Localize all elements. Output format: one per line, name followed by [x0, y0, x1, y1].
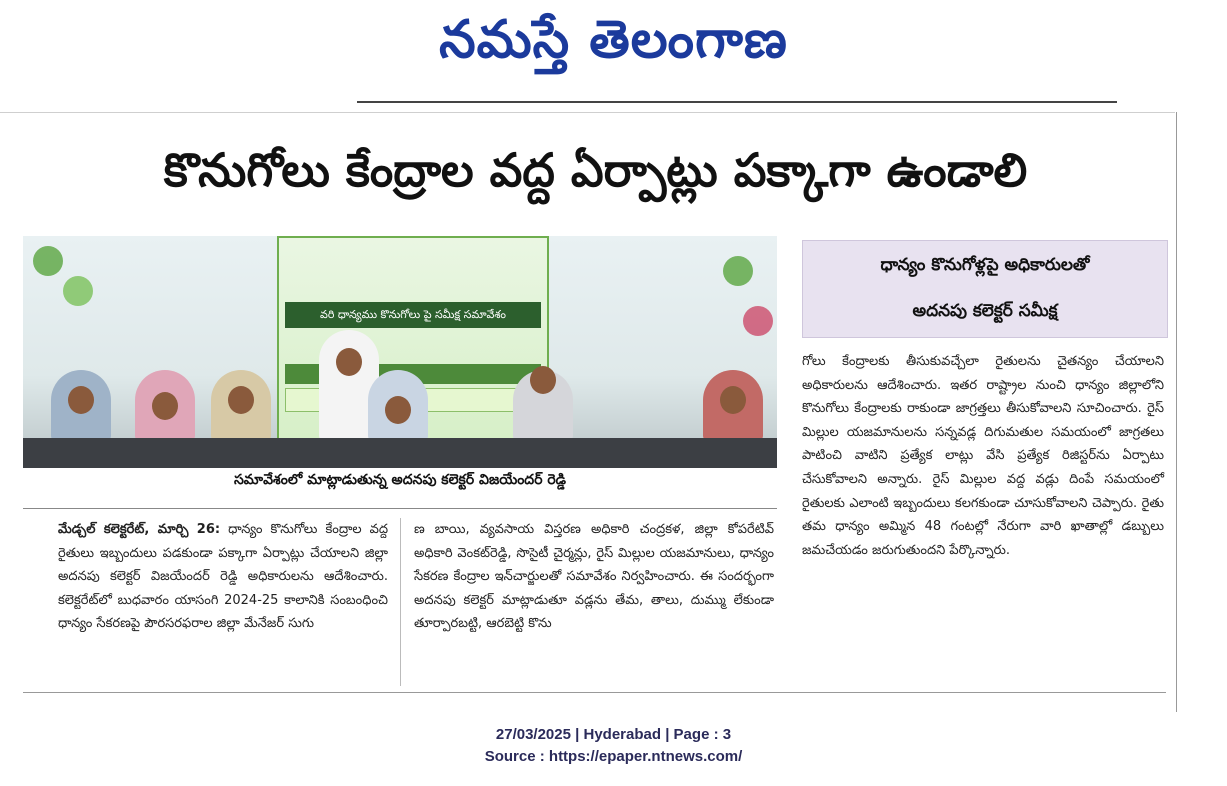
column-3-text: గోలు కేంద్రాలకు తీసుకువచ్చేలా రైతులను చైతన్యం చేయాలని అధికారులను ఆదేశించారు. ఇతర రాష్ట్రాల నుంచి ధాన్యం జిల్లాలోని కొనుగోలు కేంద్రాలకు రాకుండా జాగ్రత్తలు తీసుకోవాలని సూచించారు. రైస్ మిల్లుల యజమానులను సన్నవడ్ల దిగుమతుల సమయంలో జాగ్రతలు పాటించి వాటిని ప్రత్యేక లాట్లు వేసి ప్రత్యేక రిజిస్టర్‌ను ఏర్పాటు చేసుకోవాలని అన్నారు. రైస్ మిల్లుల వద్ద వడ్లు దింపే సమయంలో రైతులకు ఎలాంటి ఇబ్బందులు కలగకుండా చూసుకోవాలని చెప్పారు. రైతు తమ ధాన్యం అమ్మిన 48 గంటల్లో నేరుగా వారి ఖాతాల్లో డబ్బులు జమచేయడం జరుగుతుందని పేర్కొన్నారు.	[802, 354, 1164, 558]
adjacent-column-strip	[1176, 112, 1227, 712]
column-1-text: ధాన్యం కొనుగోలు కేంద్రాల వద్ద రైతులు ఇబ్బందులు పడకుండా పక్కాగా ఏర్పాట్లు చేయాలని జిల్లా అదనపు కలెక్టర్ విజయేందర్ రెడ్డి అధికారులను ఆదేశించారు. కలెక్టరేట్‌లో బుధవారం యాసంగి 2024-25 కాలానికి సంబంధించి ధాన్యం సేకరణపై పౌరసరఫరాల జిల్లా మేనేజర్ సుగు	[58, 522, 389, 632]
dateline: మేడ్చల్ కలెక్టరేట్, మార్చి 26:	[58, 522, 221, 537]
sub-headline-line-2: అదనపు కలెక్టర్ సమీక్ష	[912, 301, 1058, 321]
newspaper-logo: నమస్తే తెలంగాణ	[439, 10, 788, 70]
article-column-1	[58, 518, 388, 636]
source-link[interactable]: Source : https://epaper.ntnews.com/	[484, 748, 743, 765]
edition-info: 27/03/2025 | Hyderabad | Page : 3	[495, 726, 732, 743]
page-footer	[0, 724, 1227, 768]
masthead	[0, 0, 1227, 100]
sub-headline-box	[802, 240, 1168, 338]
sub-headline-line-1: ధాన్యం కొనుగోళ్లపై అధికారులతో	[880, 255, 1090, 275]
article-photo	[23, 236, 777, 468]
banner-title: వరి ధాన్యము కొనుగోలు పై సమీక్ష సమావేశం	[285, 302, 541, 328]
masthead-rule	[357, 101, 1117, 103]
photo-caption: సమావేశంలో మాట్లాడుతున్న అదనపు కలెక్టర్ విజయేందర్ రెడ్డి	[233, 472, 567, 488]
article-column-3	[802, 350, 1164, 562]
article-column-2	[414, 518, 774, 636]
page-rule	[0, 112, 1175, 113]
column-divider	[400, 518, 401, 686]
column-2-text: ణ బాయి, వ్యవసాయ విస్తరణ అధికారి చంద్రకళ, జిల్లా కోపరేటివ్ అధికారి వెంకట్‌రెడ్డి, సొసైటీ చైర్మన్లు, రైస్ మిల్లుల యజమానులు, ధాన్యం సేకరణ కేంద్రాల ఇన్‌చార్జులతో సమావేశం నిర్వహించారు. ఈ సందర్భంగా అదనపు కలెక్టర్ మాట్లాడుతూ వడ్లను తేమ, తాలు, దుమ్ము లేకుండా తూర్పారబట్టి, ఆరబెట్టి కొను	[414, 522, 774, 632]
caption-rule	[23, 508, 777, 509]
article-headline: కొనుగోలు కేంద్రాల వద్ద ఏర్పాట్లు పక్కాగా ఉండాలి	[163, 143, 1028, 197]
article-bottom-rule	[23, 692, 1166, 693]
